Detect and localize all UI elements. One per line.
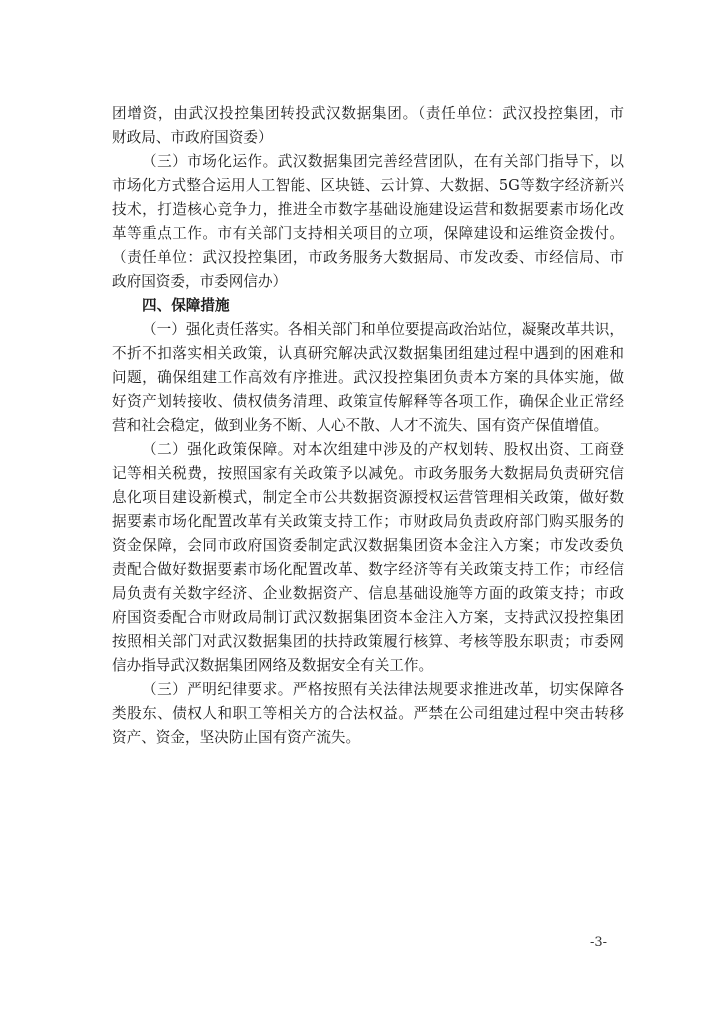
- text-line: 责配合做好数据要素市场化配置改革、数字经济等有关政策支持工作；市经信: [112, 561, 624, 578]
- text-line: 记等相关税费，按照国家有关政策予以减免。市政务服务大数据局负责研究信: [112, 465, 624, 482]
- text-line: 息化项目建设新模式，制定全市公共数据资源授权运营管理相关政策，做好数: [112, 489, 624, 506]
- text-line: 资金保障，会同市政府国资委制定武汉数据集团资本金注入方案；市发改委负: [112, 537, 624, 554]
- text-line: （三）严明纪律要求。严格按照有关法律法规要求推进改革，切实保障各: [142, 681, 624, 698]
- text-line: 团增资，由武汉投控集团转投武汉数据集团。（责任单位：武汉投控集团，市: [112, 105, 624, 122]
- section-heading: 四、保障措施: [142, 297, 230, 314]
- text-line: （责任单位：武汉投控集团，市政务服务大数据局、市发改委、市经信局、市: [112, 249, 624, 266]
- text-line: 好资产划转接收、债权债务清理、政策宣传解释等各项工作，确保企业正常经: [112, 393, 624, 410]
- text-line: 按照相关部门对武汉数据集团的扶持政策履行核算、考核等股东职责；市委网: [112, 633, 624, 650]
- document-body: [112, 102, 624, 750]
- text-line: （一）强化责任落实。各相关部门和单位要提高政治站位，凝聚改革共识，: [142, 321, 624, 338]
- text-line: 营和社会稳定，做到业务不断、人心不散、人才不流失、国有资产保值增值。: [112, 417, 609, 434]
- text-line: 局负责有关数字经济、企业数据资产、信息基础设施等方面的政策支持；市政: [112, 585, 624, 602]
- page-number: -3-: [590, 935, 608, 950]
- text-line: 据要素市场化配置改革有关政策支持工作；市财政局负责政府部门购买服务的: [112, 513, 624, 530]
- text-line: 问题，确保组建工作高效有序推进。武汉投控集团负责本方案的具体实施，做: [112, 369, 624, 386]
- text-line: 技术，打造核心竞争力，推进全市数字基础设施建设运营和数据要素市场化改: [112, 201, 624, 218]
- text-line: 类股东、债权人和职工等相关方的合法权益。严禁在公司组建过程中突击转移: [112, 705, 624, 722]
- text-line: （二）强化政策保障。对本次组建中涉及的产权划转、股权出资、工商登: [142, 441, 624, 458]
- text-line: 不折不扣落实相关政策，认真研究解决武汉数据集团组建过程中遇到的困难和: [112, 345, 624, 362]
- text-line: 市场化方式整合运用人工智能、区块链、云计算、大数据、5G等数字经济新兴: [112, 177, 624, 194]
- text-line: 府国资委配合市财政局制订武汉数据集团资本金注入方案，支持武汉投控集团: [112, 609, 624, 626]
- text-line: 资产、资金，坚决防止国有资产流失。: [112, 729, 361, 746]
- text-line: 政府国资委，市委网信办）: [112, 273, 288, 290]
- text-line: 革等重点工作。市有关部门支持相关项目的立项，保障建设和运维资金拨付。: [112, 225, 624, 242]
- text-line: 信办指导武汉数据集团网络及数据安全有关工作。: [112, 657, 434, 674]
- text-line: 财政局、市政府国资委）: [112, 129, 273, 146]
- text-line: （三）市场化运作。武汉数据集团完善经营团队，在有关部门指导下，以: [142, 153, 624, 170]
